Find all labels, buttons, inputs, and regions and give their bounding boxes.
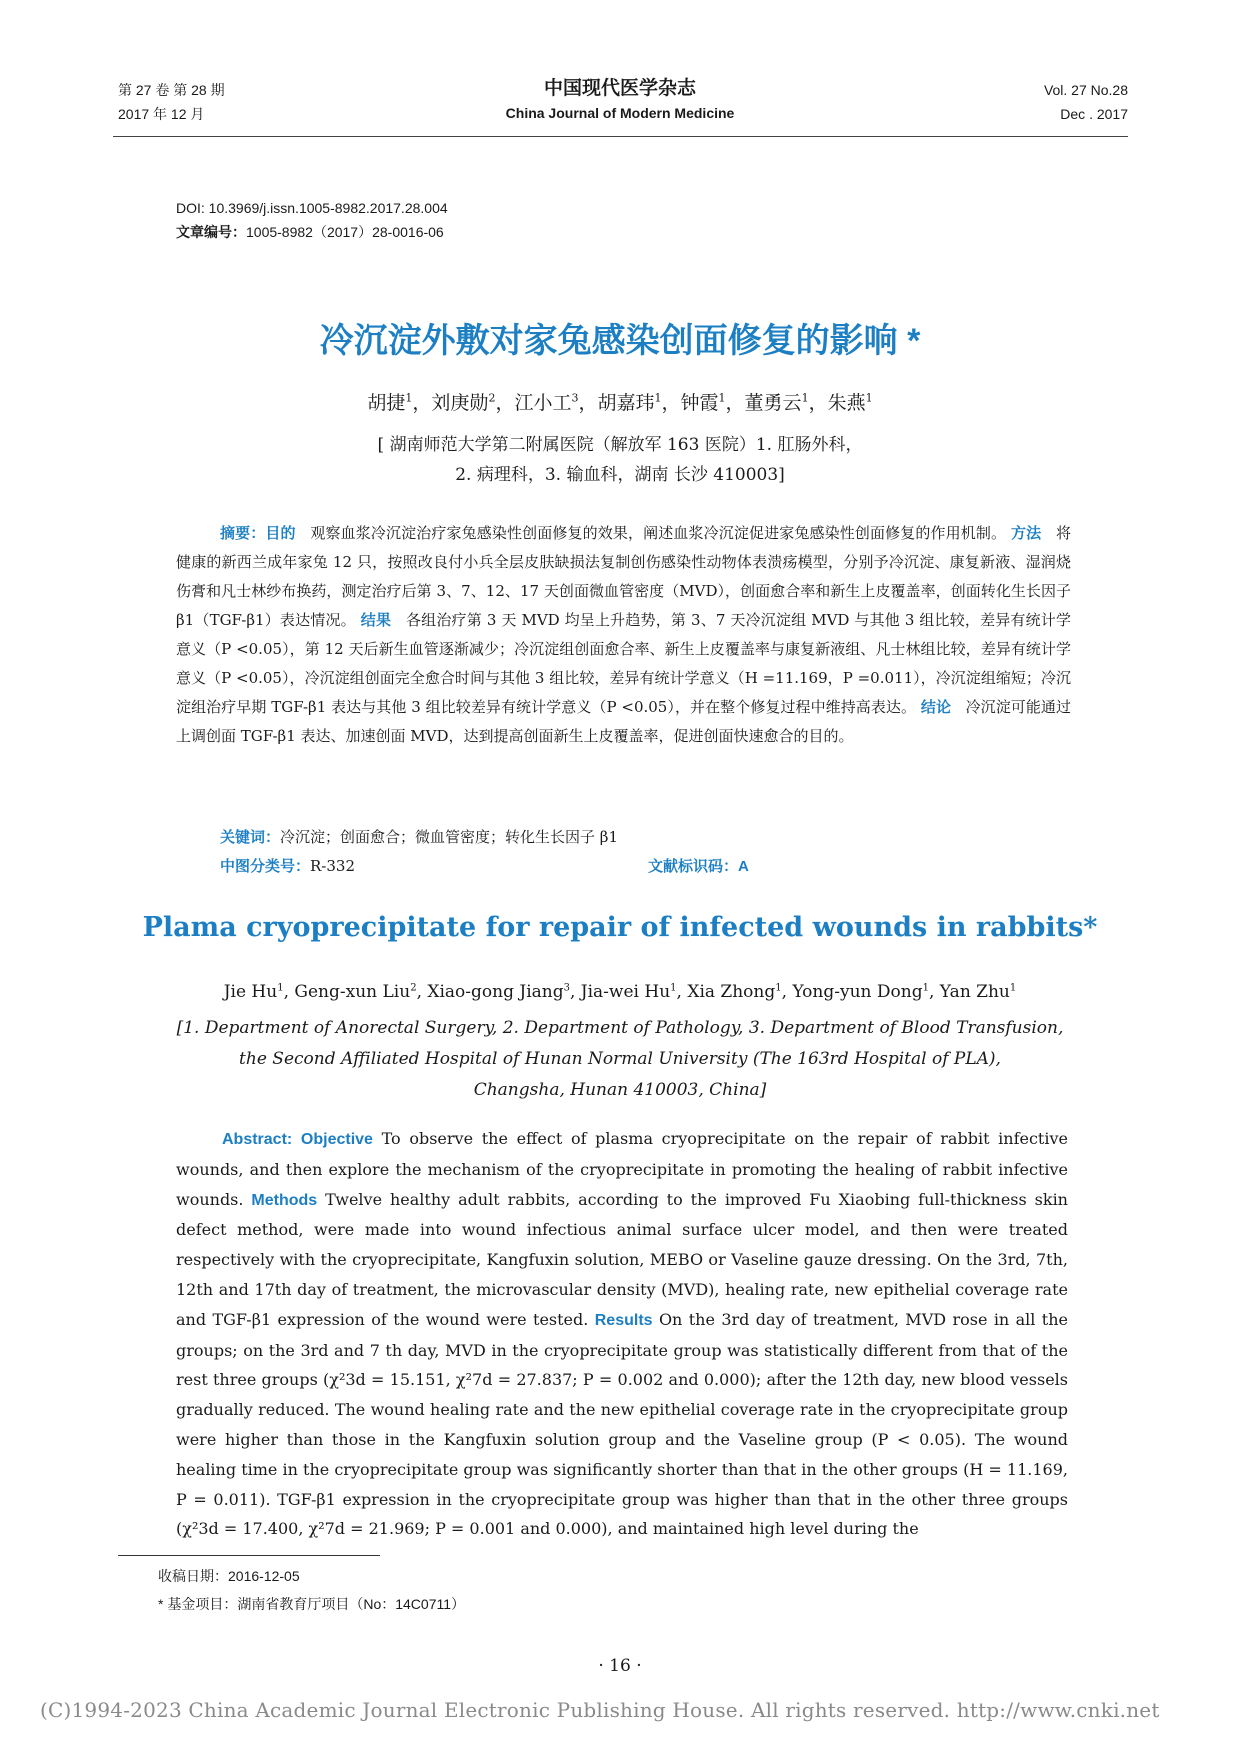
conclusion-cn-text: 冷沉淀可能通过上调创面 TGF-β1 表达、加速创面 MVD，达到提高创面新生上皮覆盖率，促进创面快速愈合的目的。: [176, 698, 1071, 745]
author-name: 刘庚勋: [431, 392, 489, 414]
header-divider: [113, 136, 1128, 137]
methods-en-text: Twelve healthy adult rabbits, according to the improved Fu Xiaobing full-thickness skin defect method, were made into wound infectious animal surface ulcer model, and then were treated respectively with the cryoprecipitate, Kangfuxin solution, MEBO or Vaseline gauze dressing. On the 3rd, 7th, 12th and 17th day of treatment, the microvascular density (MVD), healing rate, new epithelial coverage rate and TGF-β1 expression of the wound were tested.: [176, 1189, 1068, 1329]
affiliation-cn-line: 2. 病理科，3. 输血科，湖南 长沙 410003]: [455, 465, 785, 485]
received-date: 收稿日期：2016-12-05: [158, 1568, 300, 1584]
author-affiliation-index: 1: [801, 391, 809, 405]
author: [367, 392, 412, 414]
abstract-en-label: Abstract:: [222, 1131, 293, 1148]
affiliation-en-line: Changsha, Hunan 410003, China]: [473, 1080, 767, 1100]
methods-en-label: Methods: [251, 1191, 318, 1209]
author-affiliation-index: 2: [488, 391, 496, 405]
author: [940, 982, 1016, 1002]
author-name: 钟霞: [680, 392, 719, 414]
author: [294, 982, 416, 1002]
abstract-cn: [176, 519, 1071, 751]
affiliation-en-line: the Second Affiliated Hospital of Hunan Normal University (The 163rd Hospital of PLA),: [239, 1049, 1001, 1069]
author-name: Xia Zhong: [687, 982, 776, 1002]
date-cn: 2017 年 12 月: [118, 106, 205, 122]
article-meta: [176, 196, 448, 244]
article-number: [176, 220, 448, 244]
classification-cn-label: 中图分类号：: [220, 858, 311, 875]
author: [681, 392, 726, 414]
author-name: Yan Zhu: [939, 982, 1010, 1002]
footnotes: [158, 1562, 465, 1618]
author: [427, 982, 570, 1002]
author: [514, 392, 578, 414]
author-name: Xiao-gong Jiang: [427, 982, 564, 1002]
title-en: Plama cryoprecipitate for repair of infected wounds in rabbits*: [142, 912, 1098, 943]
header-right: [1044, 78, 1128, 126]
author: [828, 392, 873, 414]
author-affiliation-index: 1: [277, 982, 284, 994]
keywords-cn-text: 冷沉淀；创面愈合；微血管密度；转化生长因子 β1: [280, 828, 619, 846]
title-cn: 冷沉淀外敷对家兔感染创面修复的影响 *: [319, 322, 921, 360]
author-affiliation-index: 2: [410, 982, 417, 994]
keywords-cn-label: 关键词：: [220, 829, 281, 846]
journal-name-cn: 中国现代医学杂志: [543, 78, 696, 99]
conclusion-cn-label: 结论: [920, 699, 952, 716]
objective-cn-text: 观察血浆冷沉淀治疗家兔感染性创面修复的效果，阐述血浆冷沉淀促进家兔感染性创面修复的作用机制。: [310, 524, 1007, 542]
authors-cn: 胡捷$^1$，刘庚勋$^2$，江小工$^3$，胡嘉玮$^1$，钟霞$^1$，董勇云$^1$，朱燕$^1$: [367, 391, 873, 414]
journal-name-en: China Journal of Modern Medicine: [505, 105, 735, 121]
author: [581, 982, 677, 1002]
objective-en-text: To observe the effect of plasma cryoprecipitate on the repair of rabbit infective wounds, and then explore the mechanism of the cryoprecipitate in promoting the healing of rabbit infective wounds.: [176, 1129, 1068, 1209]
copyright-watermark: (C)1994-2023 China Academic Journal Electronic Publishing House. All rights reserved. http://www.cnki.net: [40, 1698, 1160, 1722]
author-affiliation-index: 1: [654, 391, 662, 405]
author-name: Jie Hu: [223, 982, 278, 1002]
article-number-label: 文章编号：: [176, 224, 246, 240]
affiliation-en-line: [1. Department of Anorectal Surgery, 2. Department of Pathology, 3. Department of Blood Transfusion,: [176, 1018, 1064, 1038]
objective-en-label: Objective: [300, 1131, 373, 1148]
author-affiliation-index: 3: [563, 982, 570, 994]
volume-en: Vol. 27 No.28: [1043, 82, 1128, 98]
authors-en: Jie Hu$^1$, Geng-xun Liu$^2$, Xiao-gong Jiang$^3$, Jia-wei Hu$^1$, Xia Zhong$^1$, Yong-yun Dong$^1$, Yan Zhu$^1$: [223, 982, 1017, 1002]
author-affiliation-index: 1: [775, 982, 782, 994]
author-name: Yong-yun Dong: [792, 982, 923, 1002]
author-name: 胡嘉玮: [597, 392, 655, 414]
affiliation-cn: [0, 430, 1240, 490]
doc-code-cn-label: 文献标识码：: [648, 858, 739, 875]
abstract-en: [176, 1124, 1068, 1544]
keywords-cn: [220, 823, 618, 852]
author-affiliation-index: 3: [571, 391, 579, 405]
date-en: Dec . 2017: [1060, 106, 1128, 122]
doc-code-cn-text: A: [738, 858, 749, 875]
affiliation-en: [0, 1013, 1240, 1106]
classification-cn-text: R-332: [310, 857, 356, 875]
abstract-cn-label: 摘要：: [220, 525, 266, 542]
author-affiliation-index: 1: [405, 391, 413, 405]
author-affiliation-index: 1: [718, 391, 726, 405]
author-affiliation-index: 1: [1009, 982, 1017, 994]
methods-cn-text: 将健康的新西兰成年家兔 12 只，按照改良付小兵全层皮肤缺损法复制创伤感染性动物体表溃疡模型，分别予冷沉淀、康复新液、湿润烧伤膏和凡士林纱布换药，测定治疗后第 3、7、12、17 天创面微血管密度（MVD），创面愈合率和新生上皮覆盖率，创面转化生长因子 β1（TGF-β1）表达情况。: [176, 524, 1071, 629]
results-cn-text: 各组治疗第 3 天 MVD 均呈上升趋势，第 3、7 天冷沉淀组 MVD 与其他 3 组比较，差异有统计学意义（P <0.05），第 12 天后新生血管逐渐减少；冷沉淀组创面愈合率、新生上皮覆盖率与康复新液组、凡士林组比较，差异有统计学意义（P <0.05），冷沉淀组创面完全愈合时间与其他 3 组比较，差异有统计学意义（H =11.169，P =0.011），冷沉淀组缩短；冷沉淀组治疗早期 TGF-β1 表达与其他 3 组比较差异有统计学意义（P <0.05），并在整个修复过程中维持高表达。: [176, 611, 1071, 716]
author-affiliation-index: 1: [670, 982, 677, 994]
author-affiliation-index: 1: [922, 982, 929, 994]
affiliation-cn-line: [ 湖南师范大学第二附属医院（解放军 163 医院）1. 肛肠外科，: [377, 435, 863, 455]
author: [431, 392, 495, 414]
results-en-text: On the 3rd day of treatment, MVD rose in all the groups; on the 3rd and 7 th day, MVD in the cryoprecipitate group was statistically different from that of the rest three groups (χ²3d = 15.151, χ²7d = 27.837; P = 0.002 and 0.000); after the 12th day, new blood vessels gradually reduced. The wound healing rate and the new epithelial coverage rate in the cryoprecipitate group were higher than those in the Kangfuxin solution group and the Vaseline group (P < 0.05). The wound healing time in the cryoprecipitate group was significantly shorter than that in the other groups (H = 11.169, P = 0.011). TGF-β1 expression in the cryoprecipitate group was higher than that in the other three groups (χ²3d = 17.400, χ²7d = 21.969; P = 0.001 and 0.000), and maintained high level during the: [176, 1309, 1068, 1539]
author: [745, 392, 809, 414]
author-affiliation-index: 1: [865, 391, 873, 405]
author-name: 胡捷: [367, 392, 406, 414]
author-name: 董勇云: [744, 392, 802, 414]
page-number: · 16 ·: [598, 1656, 642, 1676]
results-en-label: Results: [594, 1311, 653, 1329]
volume-cn: 第 27 卷 第 28 期: [118, 82, 225, 98]
author-name: Geng-xun Liu: [294, 982, 411, 1002]
footnote-divider: [118, 1555, 380, 1556]
objective-cn-label: 目的: [265, 525, 296, 542]
doi: DOI: 10.3969/j.issn.1005-8982.2017.28.004: [176, 200, 448, 216]
author-name: 江小工: [514, 392, 572, 414]
author-name: 朱燕: [827, 392, 866, 414]
methods-cn-label: 方法: [1011, 525, 1042, 542]
author: [224, 982, 284, 1002]
article-number-value: 1005-8982（2017）28-0016-06: [246, 224, 444, 240]
doc-code-cn: [648, 852, 749, 881]
author-name: Jia-wei Hu: [580, 982, 671, 1002]
fund-note: * 基金项目：湖南省教育厅项目（No：14C0711）: [158, 1596, 466, 1612]
author: [597, 392, 661, 414]
author: [687, 982, 781, 1002]
author: [792, 982, 929, 1002]
results-cn-label: 结果: [360, 612, 392, 629]
